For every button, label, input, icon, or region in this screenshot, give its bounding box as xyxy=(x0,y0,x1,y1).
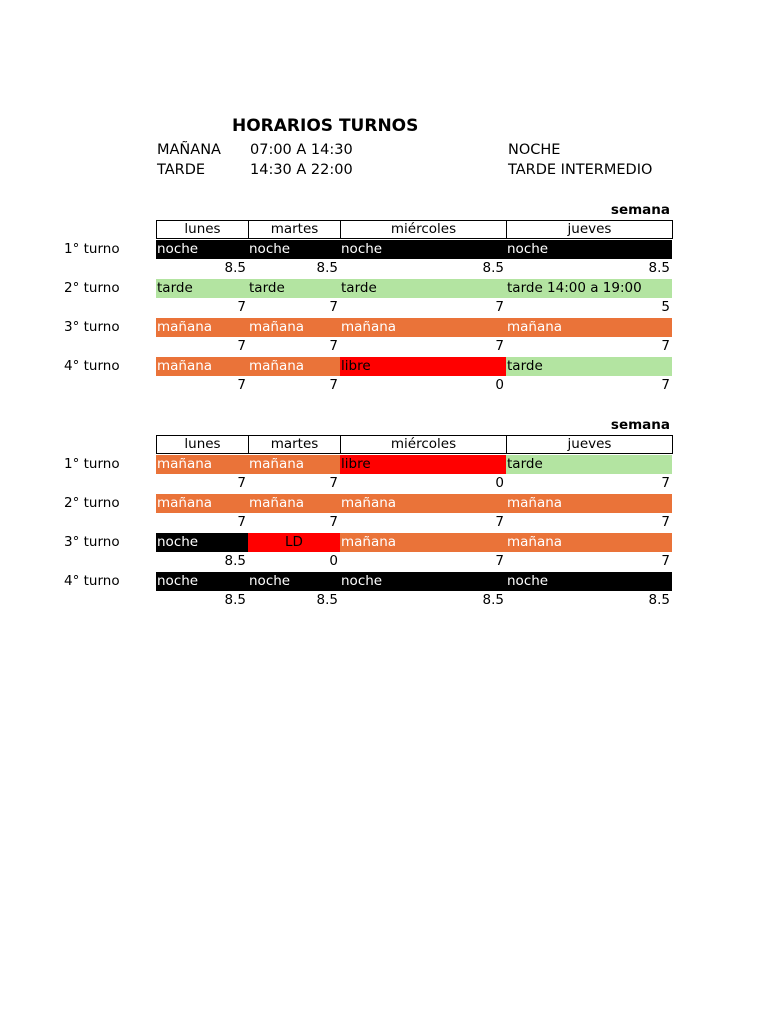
shift-cell-noche: noche xyxy=(156,533,248,552)
hours-value: 7 xyxy=(661,475,670,491)
hours-value: 0 xyxy=(495,475,504,491)
hours-value: 5 xyxy=(661,299,670,315)
hours-value: 8.5 xyxy=(316,592,338,608)
shift-cell-manana: mañana xyxy=(248,494,340,513)
shift-cell-manana: mañana xyxy=(340,533,506,552)
shift-cell-manana: mañana xyxy=(248,318,340,337)
turno-label: 4° turno xyxy=(64,573,120,589)
hours-value: 7 xyxy=(495,553,504,569)
shift-cell-tarde: tarde xyxy=(248,279,340,298)
hours-value: 8.5 xyxy=(648,592,670,608)
hours-value: 7 xyxy=(661,338,670,354)
hours-value: 7 xyxy=(495,514,504,530)
shift-cell-manana: mañana xyxy=(156,494,248,513)
hours-value: 8.5 xyxy=(482,592,504,608)
hours-value: 7 xyxy=(237,475,246,491)
hours-value: 7 xyxy=(495,338,504,354)
shift-cell-noche: noche xyxy=(340,240,506,259)
shift-cell-tarde: tarde xyxy=(506,357,672,376)
day-header: miércoles xyxy=(341,221,507,238)
hours-value: 7 xyxy=(329,377,338,393)
hours-value: 7 xyxy=(237,377,246,393)
hours-value: 7 xyxy=(329,299,338,315)
days-header xyxy=(156,220,673,239)
day-header: martes xyxy=(249,221,341,238)
days-header xyxy=(156,435,673,454)
legend-tarde-intermedio: TARDE INTERMEDIO xyxy=(508,162,653,178)
hours-value: 7 xyxy=(329,514,338,530)
hours-value: 7 xyxy=(661,377,670,393)
hours-value: 7 xyxy=(237,514,246,530)
turno-label: 2° turno xyxy=(64,495,120,511)
hours-value: 7 xyxy=(237,299,246,315)
day-header: miércoles xyxy=(341,436,507,453)
shift-cell-libre: libre xyxy=(340,357,506,376)
shift-cell-noche: noche xyxy=(156,572,248,591)
shift-cell-tarde: tarde xyxy=(506,455,672,474)
hours-value: 8.5 xyxy=(316,260,338,276)
turno-label: 4° turno xyxy=(64,358,120,374)
shift-cell-noche: noche xyxy=(506,572,672,591)
turno-label: 3° turno xyxy=(64,534,120,550)
shift-cell-manana: mañana xyxy=(340,494,506,513)
hours-value: 8.5 xyxy=(224,592,246,608)
shift-cell-manana: mañana xyxy=(506,494,672,513)
hours-value: 7 xyxy=(661,553,670,569)
shift-cell-manana: mañana xyxy=(248,455,340,474)
shift-cell-noche: noche xyxy=(248,572,340,591)
page-title: HORARIOS TURNOS xyxy=(232,116,419,136)
semana-label: semana xyxy=(610,202,670,218)
shift-cell-noche: noche xyxy=(506,240,672,259)
hours-value: 7 xyxy=(237,338,246,354)
day-header: martes xyxy=(249,436,341,453)
shift-cell-manana: mañana xyxy=(248,357,340,376)
hours-value: 0 xyxy=(329,553,338,569)
hours-value: 7 xyxy=(329,338,338,354)
hours-value: 7 xyxy=(495,299,504,315)
shift-cell-manana: mañana xyxy=(506,533,672,552)
shift-cell-ld: LD xyxy=(248,533,340,552)
hours-value: 7 xyxy=(329,475,338,491)
turno-label: 1° turno xyxy=(64,241,120,257)
legend-manana-time: 07:00 A 14:30 xyxy=(250,142,353,158)
legend-tarde-name: TARDE xyxy=(157,162,206,178)
shift-cell-noche: noche xyxy=(156,240,248,259)
shift-cell-manana: mañana xyxy=(506,318,672,337)
hours-value: 7 xyxy=(661,514,670,530)
shift-cell-tarde: tarde 14:00 a 19:00 xyxy=(506,279,672,298)
turno-label: 1° turno xyxy=(64,456,120,472)
shift-cell-noche: noche xyxy=(248,240,340,259)
shift-cell-manana: mañana xyxy=(156,357,248,376)
shift-cell-manana: mañana xyxy=(156,318,248,337)
turno-label: 3° turno xyxy=(64,319,120,335)
shift-cell-tarde: tarde xyxy=(340,279,506,298)
day-header: jueves xyxy=(567,436,612,452)
turno-label: 2° turno xyxy=(64,280,120,296)
hours-value: 8.5 xyxy=(224,553,246,569)
day-header: lunes xyxy=(157,221,249,238)
day-header: lunes xyxy=(157,436,249,453)
day-header: jueves xyxy=(567,221,612,237)
shift-cell-manana: mañana xyxy=(156,455,248,474)
hours-value: 8.5 xyxy=(648,260,670,276)
legend-noche: NOCHE xyxy=(508,142,561,158)
legend-tarde-time: 14:30 A 22:00 xyxy=(250,162,353,178)
shift-cell-tarde: tarde xyxy=(156,279,248,298)
shift-cell-manana: mañana xyxy=(340,318,506,337)
legend-manana-name: MAÑANA xyxy=(157,142,221,158)
semana-label: semana xyxy=(610,417,670,433)
hours-value: 0 xyxy=(495,377,504,393)
shift-cell-noche: noche xyxy=(340,572,506,591)
hours-value: 8.5 xyxy=(482,260,504,276)
shift-cell-libre: libre xyxy=(340,455,506,474)
hours-value: 8.5 xyxy=(224,260,246,276)
